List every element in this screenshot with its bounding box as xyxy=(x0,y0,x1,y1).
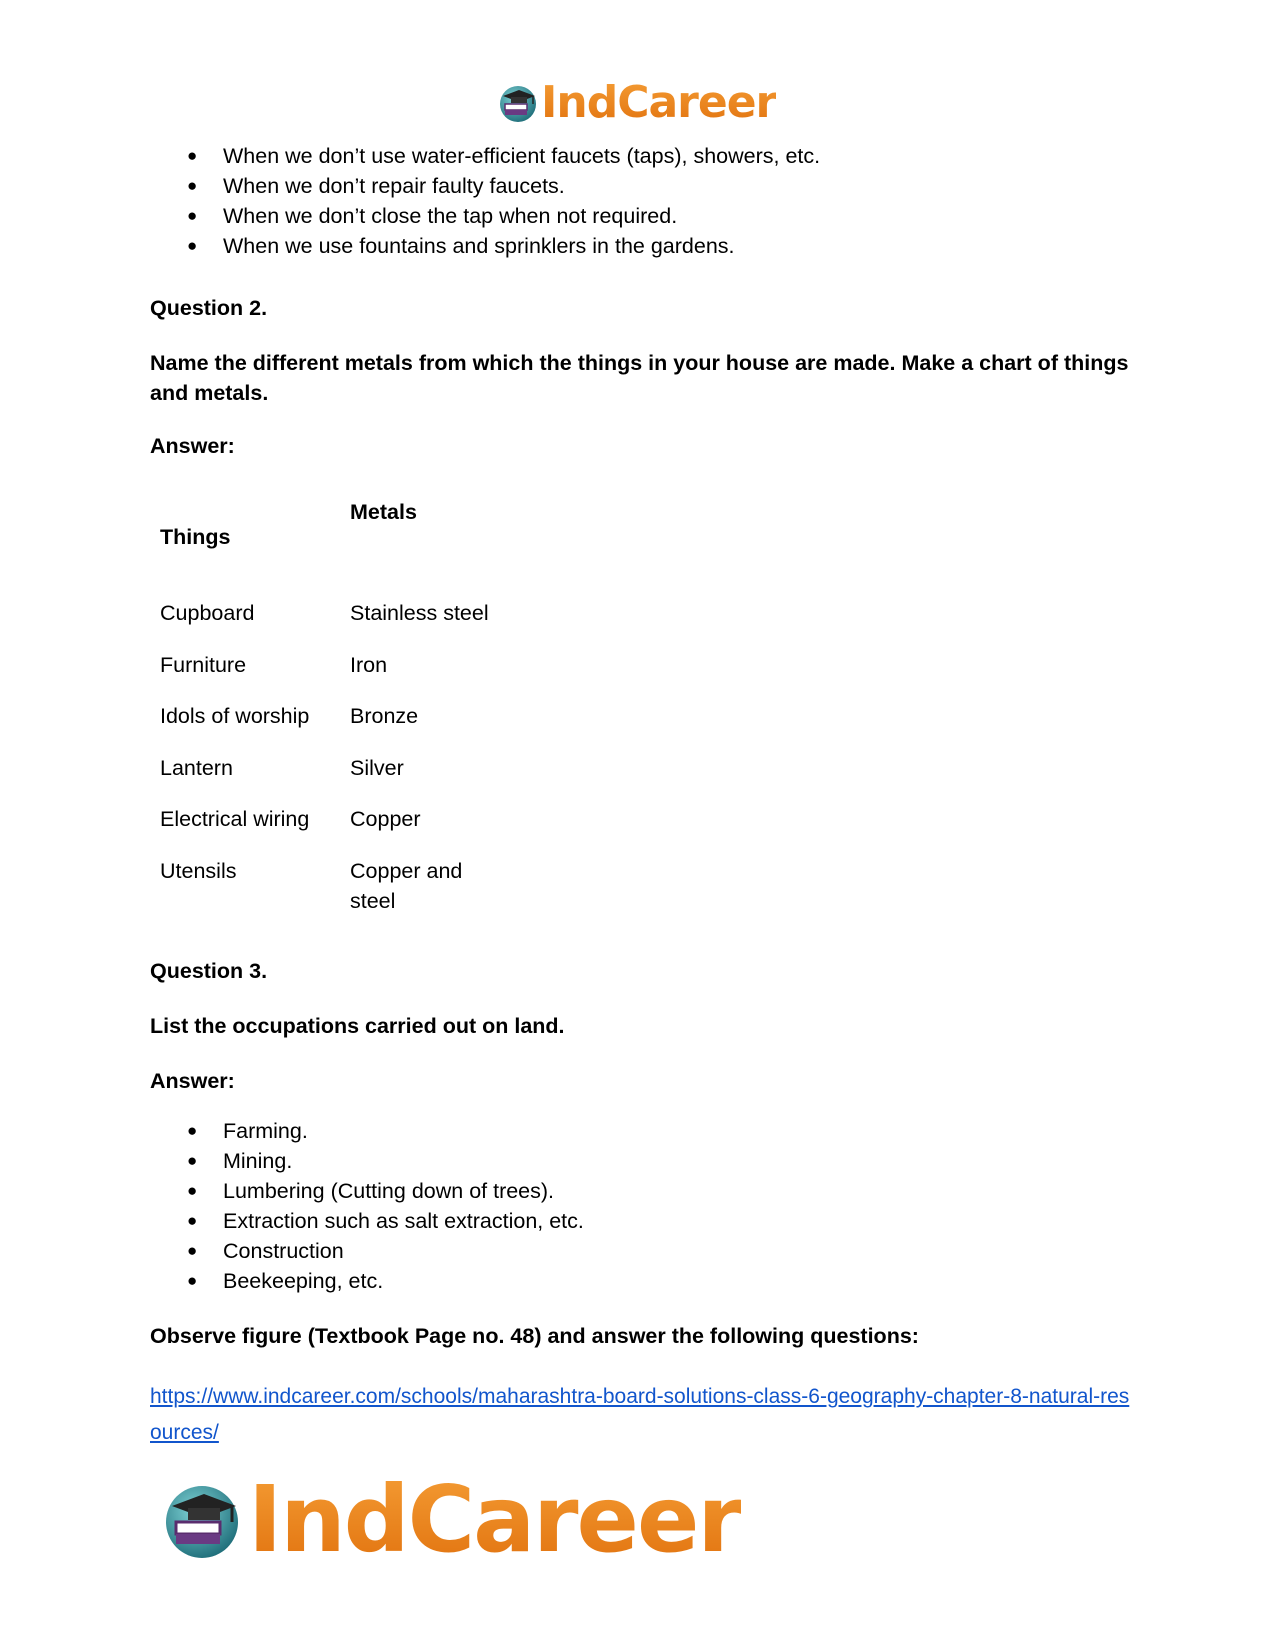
table-cell: Copper xyxy=(350,807,421,831)
question-2-heading: Question 2. xyxy=(150,296,268,320)
table-cell: Stainless steel xyxy=(350,601,489,625)
list-item: ● When we don’t repair faulty faucets. xyxy=(187,171,820,201)
bullet-icon: ● xyxy=(187,176,198,195)
bullet-icon: ● xyxy=(187,1181,198,1200)
occupations-bullet-list xyxy=(187,1116,584,1296)
table-cell: Furniture xyxy=(160,653,247,677)
table-cell: Utensils xyxy=(160,859,237,883)
table-cell: Idols of worship xyxy=(160,704,310,728)
bullet-icon: ● xyxy=(187,1211,198,1230)
table-cell: Electrical wiring xyxy=(160,807,310,831)
table-header-things: Things xyxy=(160,525,231,549)
bullet-icon: ● xyxy=(187,1241,198,1260)
question-3-text: List the occupations carried out on land. xyxy=(150,1014,565,1038)
brand-logo-bottom xyxy=(160,1466,741,1573)
bullet-icon: ● xyxy=(187,236,198,255)
question-2-text: Name the different metals from which the things in your house are made. Make a chart of things and metals. xyxy=(150,351,1129,405)
list-item: ● Lumbering (Cutting down of trees). xyxy=(187,1176,584,1206)
bullet-icon: ● xyxy=(187,206,198,225)
table-cell: Silver xyxy=(350,756,404,780)
question-3-answer-label: Answer: xyxy=(150,1069,235,1093)
list-item: ● Extraction such as salt extraction, etc. xyxy=(187,1206,584,1236)
table-cell: Copper and steel xyxy=(350,859,463,913)
brand-logo-text: IndCareer xyxy=(541,77,777,128)
bullet-icon: ● xyxy=(187,1151,198,1170)
bullet-icon: ● xyxy=(187,146,198,165)
brand-logo-text: IndCareer xyxy=(248,1466,741,1573)
list-item: ● Construction xyxy=(187,1236,584,1266)
table-cell: Cupboard xyxy=(160,601,255,625)
question-3-heading: Question 3. xyxy=(150,959,268,983)
top-bullet-list xyxy=(187,141,820,261)
observe-heading: Observe figure (Textbook Page no. 48) and answer the following questions: xyxy=(150,1324,919,1348)
bullet-icon: ● xyxy=(187,1121,198,1140)
graduation-cap-globe-icon xyxy=(497,82,539,124)
table-cell: Bronze xyxy=(350,704,419,728)
table-cell: Lantern xyxy=(160,756,233,780)
question-2-answer-label: Answer: xyxy=(150,434,235,458)
table-cell: Iron xyxy=(350,653,388,677)
list-item: ● When we don’t close the tap when not required. xyxy=(187,201,820,231)
graduation-cap-globe-icon xyxy=(160,1478,244,1562)
list-item: ● When we don’t use water-efficient faucets (taps), showers, etc. xyxy=(187,141,820,171)
source-link[interactable]: https://www.indcareer.com/schools/maharashtra-board-solutions-class-6-geography-chapter-8-natural-resources/ xyxy=(150,1385,1130,1444)
list-item: ● When we use fountains and sprinklers in the gardens. xyxy=(187,231,820,261)
list-item: ● Beekeeping, etc. xyxy=(187,1266,584,1296)
list-item: ● Mining. xyxy=(187,1146,584,1176)
table-header-metals: Metals xyxy=(350,500,417,524)
brand-logo-top xyxy=(497,78,776,128)
list-item: ● Farming. xyxy=(187,1116,584,1146)
bullet-icon: ● xyxy=(187,1271,198,1290)
